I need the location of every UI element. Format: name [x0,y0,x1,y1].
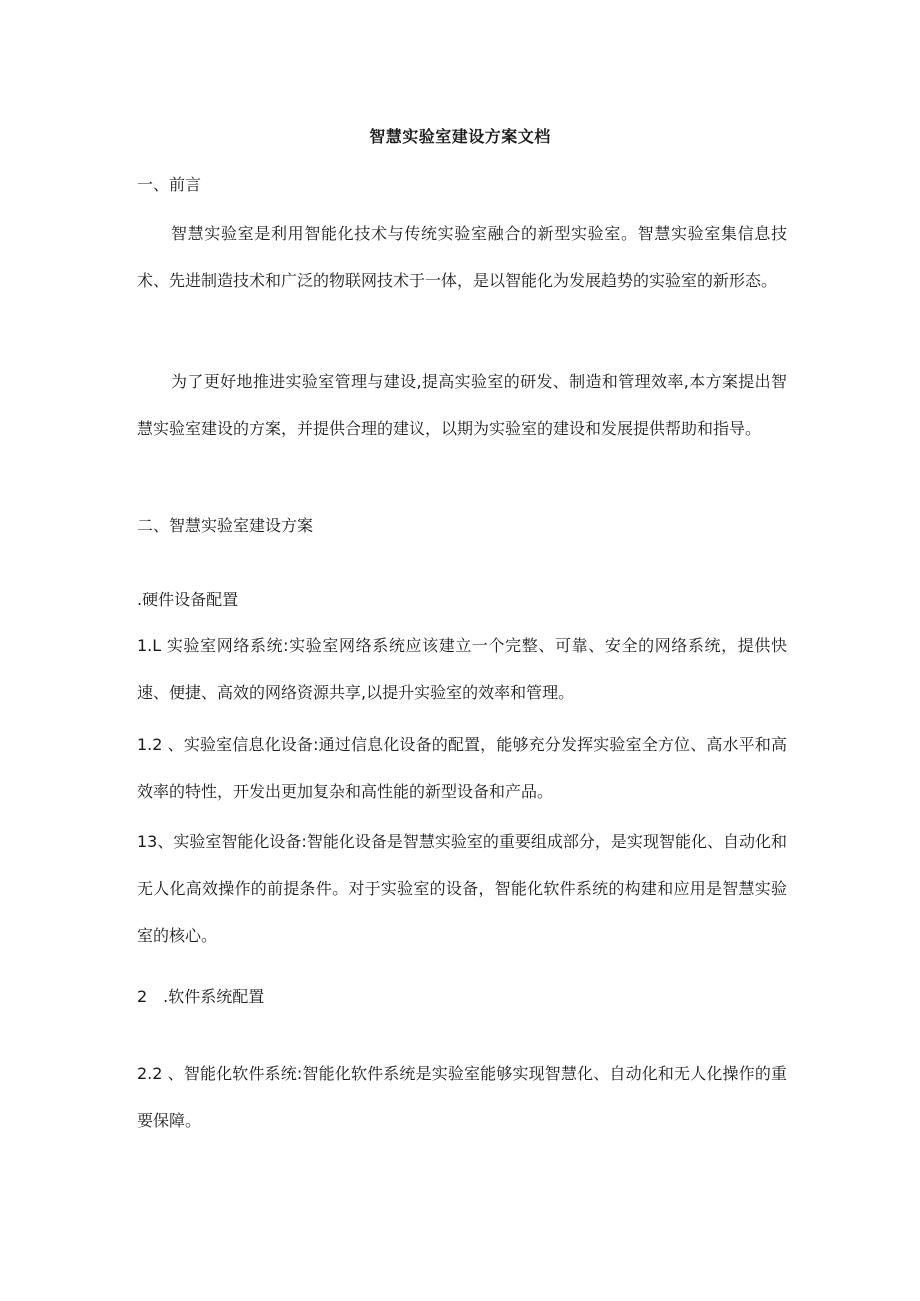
subsection-heading-hardware: .硬件设备配置 [137,590,239,609]
preface-paragraph-1: 智慧实验室是利用智能化技术与传统实验室融合的新型实验室。智慧实验室集信息技术、先进制造技术和广泛的物联网技术于一体，是以智能化为发展趋势的实验室的新形态。 [137,224,787,290]
software-item-intelligent: 2.2 、智能化软件系统:智能化软件系统是实验室能够实现智慧化、自动化和无人化操作的重要保障。 [137,1064,787,1130]
document-title: 智慧实验室建设方案文档 [369,127,551,146]
subsection-heading-software: 2 .软件系统配置 [137,987,265,1006]
section-heading-plan: 二、智慧实验室建设方案 [137,516,314,535]
hardware-item-intelligent: 13、实验室智能化设备:智能化设备是智慧实验室的重要组成部分，是实现智能化、自动化和无人化高效操作的前提条件。对于实验室的设备，智能化软件系统的构建和应用是智慧实验室的核心。 [137,832,787,945]
hardware-item-network: 1.L 实验室网络系统:实验室网络系统应该建立一个完整、可靠、安全的网络系统，提供快速、便捷、高效的网络资源共享,以提升实验室的效率和管理。 [137,636,787,702]
hardware-item-information: 1.2 、实验室信息化设备:通过信息化设备的配置，能够充分发挥实验室全方位、高水平和高效率的特性，开发出更加复杂和高性能的新型设备和产品。 [137,735,787,801]
section-heading-preface: 一、前言 [137,175,202,194]
preface-paragraph-2: 为了更好地推进实验室管理与建设,提高实验室的研发、制造和管理效率,本方案提出智慧实验室建设的方案，并提供合理的建议，以期为实验室的建设和发展提供帮助和指导。 [137,372,787,438]
